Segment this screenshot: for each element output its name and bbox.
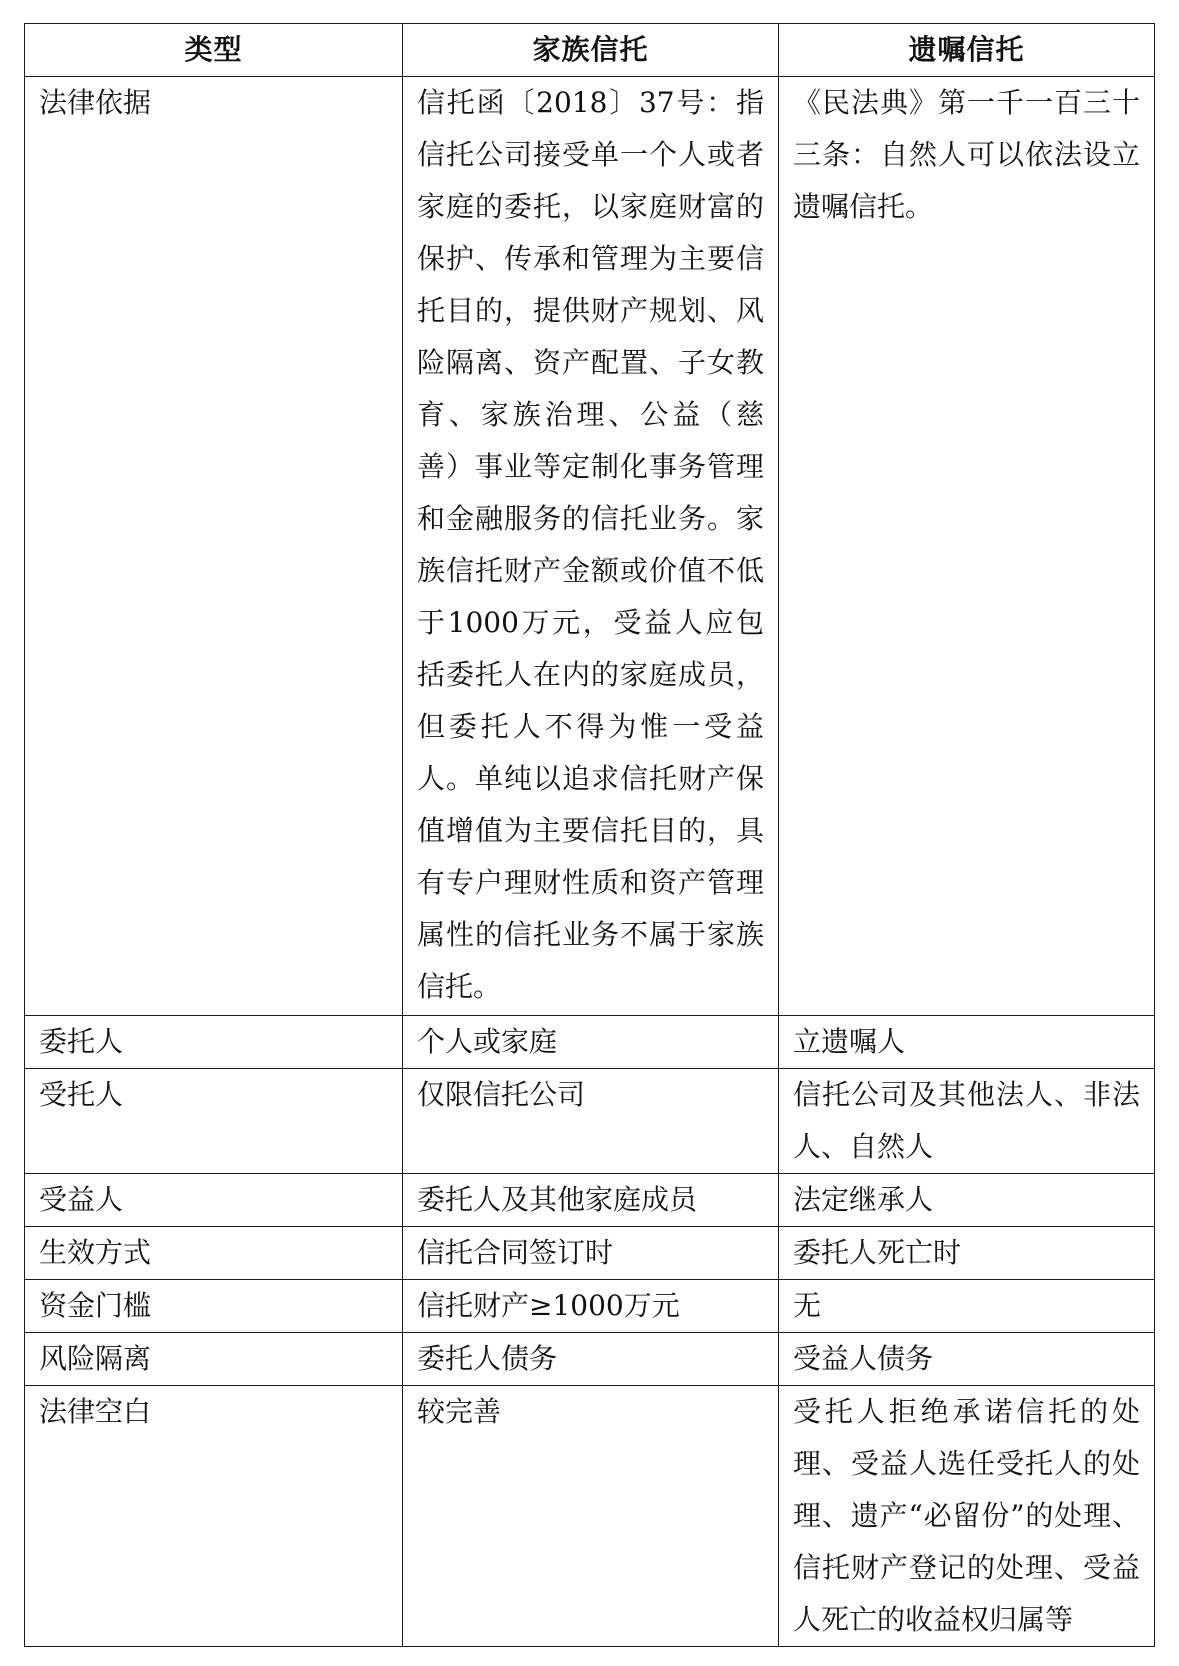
cell-family-trust: 信托合同签订时	[403, 1227, 779, 1280]
table-row-legal-gaps	[25, 1386, 1155, 1647]
table-row-capital-threshold	[25, 1280, 1155, 1333]
cell-will-trust: 信托公司及其他法人、非法人、自然人	[779, 1069, 1155, 1174]
cell-will-trust: 受益人债务	[779, 1333, 1155, 1386]
cell-type: 受托人	[25, 1069, 403, 1174]
cell-family-trust: 信托财产≥1000万元	[403, 1280, 779, 1333]
cell-type: 法律空白	[25, 1386, 403, 1647]
table-row-beneficiary	[25, 1174, 1155, 1227]
header-type: 类型	[25, 24, 403, 77]
cell-will-trust: 受托人拒绝承诺信托的处理、受益人选任受托人的处理、遗产“必留份”的处理、信托财产登记的处理、受益人死亡的收益权归属等	[779, 1386, 1155, 1647]
cell-will-trust: 无	[779, 1280, 1155, 1333]
cell-type: 生效方式	[25, 1227, 403, 1280]
cell-will-trust: 《民法典》第一千一百三十三条：自然人可以依法设立遗嘱信托。	[779, 77, 1155, 1016]
table-row-trustee	[25, 1069, 1155, 1174]
comparison-table	[24, 23, 1155, 1647]
table-row-legal-basis	[25, 77, 1155, 1016]
cell-family-trust: 个人或家庭	[403, 1016, 779, 1069]
table-row-risk-isolation	[25, 1333, 1155, 1386]
cell-family-trust: 较完善	[403, 1386, 779, 1647]
cell-family-trust: 委托人及其他家庭成员	[403, 1174, 779, 1227]
cell-family-trust: 委托人债务	[403, 1333, 779, 1386]
table-row-settlor	[25, 1016, 1155, 1069]
cell-will-trust: 委托人死亡时	[779, 1227, 1155, 1280]
cell-will-trust: 法定继承人	[779, 1174, 1155, 1227]
cell-family-trust: 仅限信托公司	[403, 1069, 779, 1174]
cell-type: 风险隔离	[25, 1333, 403, 1386]
cell-will-trust: 立遗嘱人	[779, 1016, 1155, 1069]
cell-type: 委托人	[25, 1016, 403, 1069]
table-row-effective-method	[25, 1227, 1155, 1280]
header-row	[25, 24, 1155, 77]
header-family-trust: 家族信托	[403, 24, 779, 77]
cell-family-trust: 信托函〔2018〕37号：指信托公司接受单一个人或者家庭的委托，以家庭财富的保护、传承和管理为主要信托目的，提供财产规划、风险隔离、资产配置、子女教育、家族治理、公益（慈善）事业等定制化事务管理和金融服务的信托业务。家族信托财产金额或价值不低于1000万元，受益人应包括委托人在内的家庭成员，但委托人不得为惟一受益人。单纯以追求信托财产保值增值为主要信托目的，具有专户理财性质和资产管理属性的信托业务不属于家族信托。	[403, 77, 779, 1016]
cell-type: 资金门槛	[25, 1280, 403, 1333]
header-will-trust: 遗嘱信托	[779, 24, 1155, 77]
cell-type: 受益人	[25, 1174, 403, 1227]
cell-type: 法律依据	[25, 77, 403, 1016]
